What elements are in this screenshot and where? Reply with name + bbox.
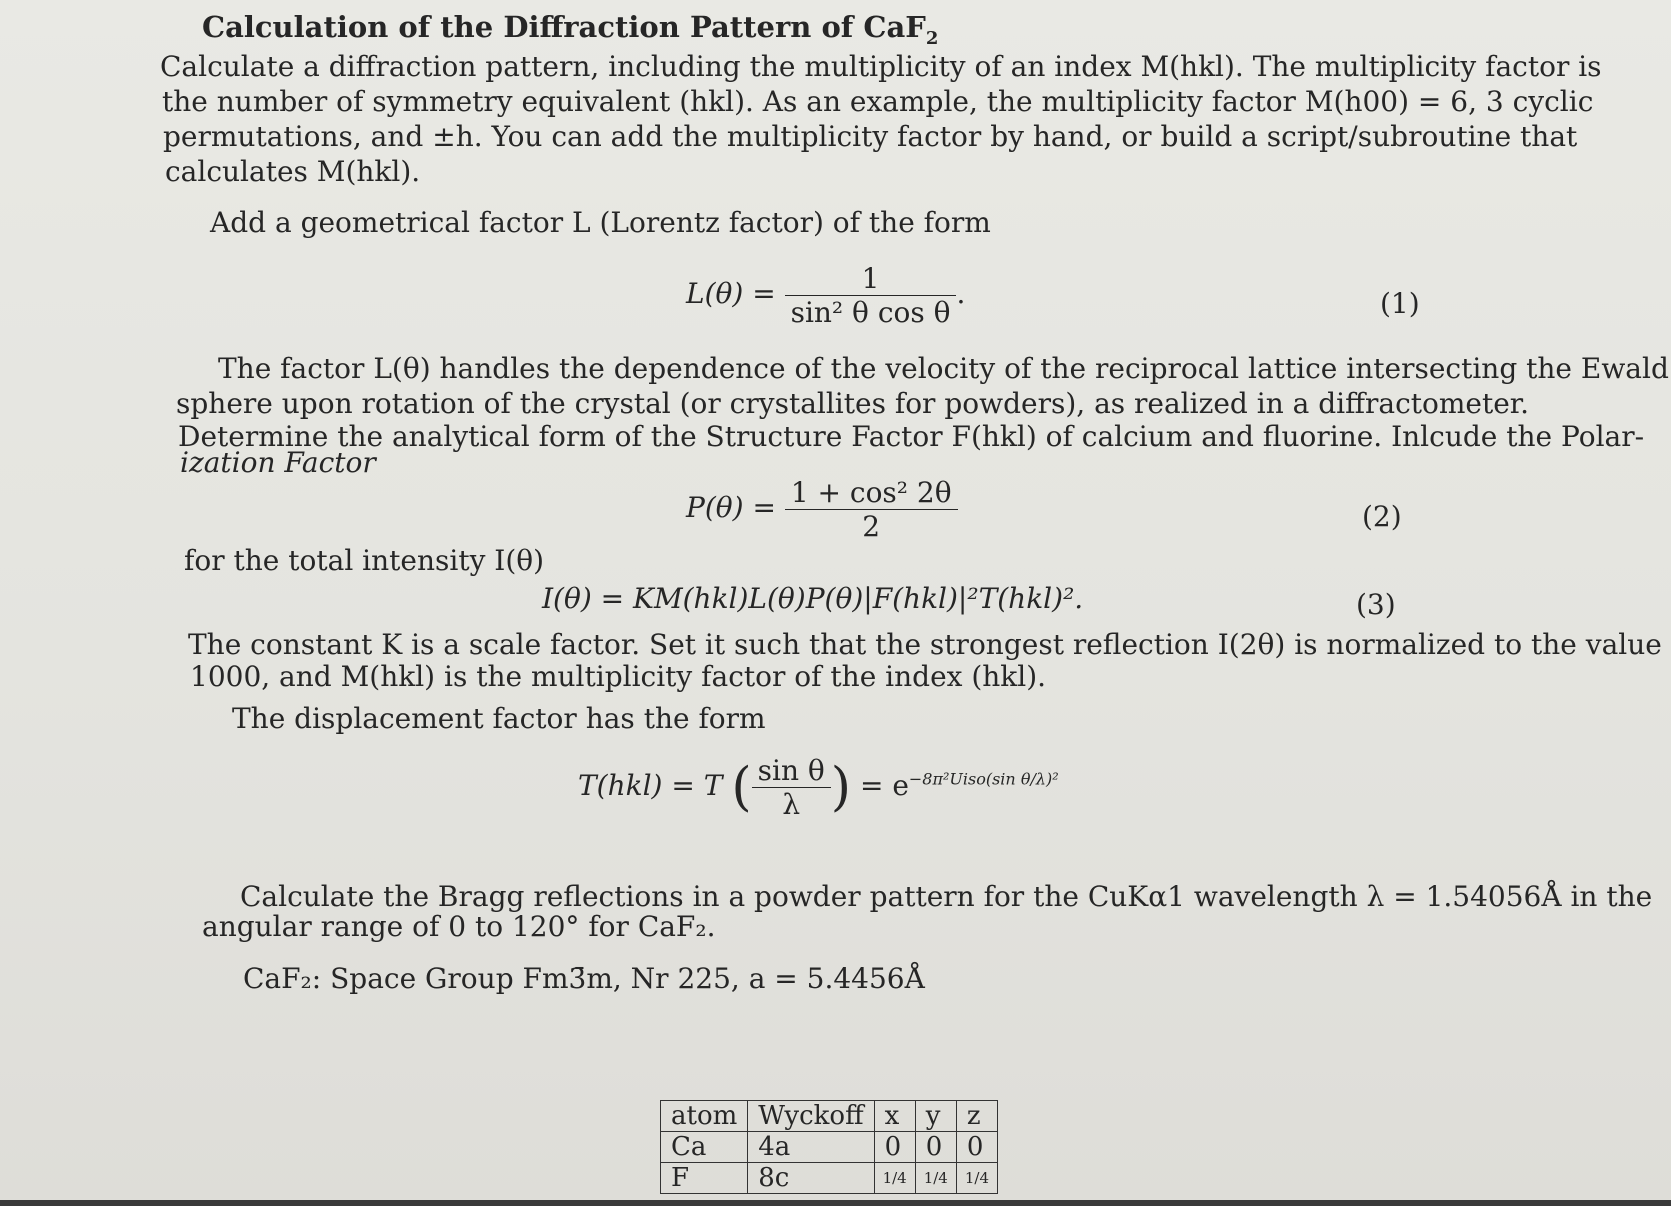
table-row — [661, 1132, 998, 1163]
table-cell: 8c — [748, 1163, 874, 1194]
para5-line1: The constant K is a scale factor. Set it such that the strongest reflection I(2θ) is normalized to the value — [188, 628, 1662, 661]
equation-number-3: (3) — [1356, 588, 1396, 621]
para3-line4: ization Factor — [180, 446, 376, 479]
equation-displacement: T(hkl) = T ( $\frac{\text{sin θ}}{\lambda}$ ) = $e^{-8\pi^2Uiso(sin \theta/\lambda)^2}$ — [578, 754, 1059, 821]
table-header-cell: y — [915, 1101, 956, 1132]
table-cell: 1/4 — [915, 1163, 956, 1194]
para1-line4: calculates M(hkl). — [165, 155, 421, 188]
equation-polarization: P(θ) = $\frac{\text{1 + cos² 2θ}}{2}$ — [686, 476, 958, 543]
para7-line1: Calculate the Bragg reflections in a powder pattern for the CuKα1 wavelength λ = 1.54056Å in the — [240, 880, 1653, 913]
table-cell: 4a — [748, 1132, 874, 1163]
table-header-cell: atom — [661, 1101, 748, 1132]
para7-line2: angular range of 0 to 120° for CaF₂. — [202, 910, 716, 943]
para4: for the total intensity I(θ) — [184, 544, 545, 577]
table-cell: 0 — [956, 1132, 997, 1163]
para1-line3: permutations, and ±h. You can add the multiplicity factor by hand, or build a script/subroutine that — [163, 120, 1578, 153]
equation-number-1: (1) — [1380, 287, 1420, 320]
para1-line2: the number of symmetry equivalent (hkl). As an example, the multiplicity factor M(h00) = 6, 3 cyclic — [162, 85, 1594, 118]
para1-line1: Calculate a diffraction pattern, including the multiplicity of an index M(hkl). The multiplicity factor is — [160, 50, 1602, 83]
equation-number-2: (2) — [1362, 500, 1402, 533]
para3-line2: sphere upon rotation of the crystal (or crystallites for powders), as realized in a diffractometer. — [176, 387, 1530, 420]
table-header-row — [661, 1101, 998, 1132]
atom-positions-table — [660, 1100, 998, 1194]
para8-space-group: CaF₂: Space Group Fm3̄m, Nr 225, a = 5.4456Å — [243, 962, 925, 995]
table-header-cell: z — [956, 1101, 997, 1132]
equation-intensity: I(θ) = KM(hkl)L(θ)P(θ)|F(hkl)|²T(hkl)². — [542, 582, 1084, 615]
page-title: Calculation of the Diffraction Pattern of CaF$_2$ — [202, 10, 939, 49]
table-cell: Ca — [661, 1132, 748, 1163]
para3-line1: The factor L(θ) handles the dependence of the velocity of the reciprocal lattice intersecting the Ewald — [218, 352, 1669, 385]
para5-line2: 1000, and M(hkl) is the multiplicity factor of the index (hkl). — [190, 660, 1047, 693]
table-cell: 1/4 — [874, 1163, 915, 1194]
table-cell: 1/4 — [956, 1163, 997, 1194]
para3-line3: Determine the analytical form of the Structure Factor F(hkl) of calcium and fluorine. Inlcude the Polar- — [178, 420, 1645, 453]
table-cell: 0 — [915, 1132, 956, 1163]
table-row — [661, 1163, 998, 1194]
table-header-cell: x — [874, 1101, 915, 1132]
screen-bezel — [0, 1200, 1671, 1206]
para2: Add a geometrical factor L (Lorentz factor) of the form — [210, 206, 991, 239]
table-cell: 0 — [874, 1132, 915, 1163]
equation-lorentz: L(θ) = $\frac{1}{\text{sin² θ cos θ}}$ . — [686, 262, 966, 329]
para6: The displacement factor has the form — [232, 702, 766, 735]
table-cell: F — [661, 1163, 748, 1194]
table-header-cell: Wyckoff — [748, 1101, 874, 1132]
